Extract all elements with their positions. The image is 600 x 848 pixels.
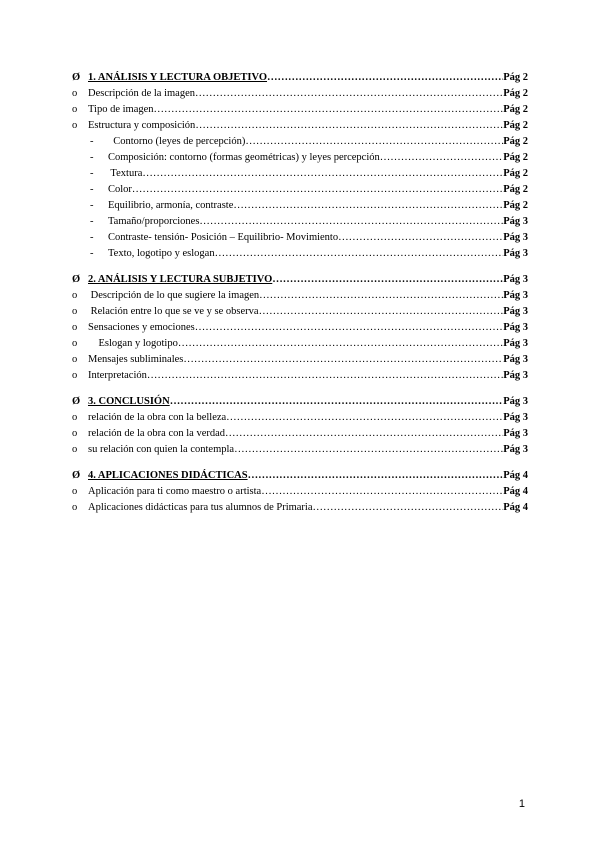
toc-subitem[interactable]	[72, 166, 528, 182]
item-page: Pág 4	[503, 502, 528, 513]
toc-subitem[interactable]	[72, 150, 528, 166]
item-page: Pág 3	[503, 338, 528, 349]
item-bullet: o	[72, 104, 78, 115]
dot-leader	[234, 442, 503, 458]
item-page: Pág 3	[503, 248, 528, 259]
section-heading[interactable]	[72, 70, 528, 86]
item-bullet: o	[72, 322, 78, 333]
item-label: Eslogan y logotipo	[88, 338, 178, 349]
item-bullet: o	[72, 306, 78, 317]
toc-subitem[interactable]	[72, 246, 528, 262]
page-number: 1	[518, 798, 525, 810]
item-bullet: o	[72, 486, 78, 497]
item-page: Pág 2	[503, 184, 528, 195]
dot-leader	[199, 214, 503, 230]
item-label: Aplicación para ti como maestro o artista	[88, 486, 262, 497]
toc-subitem[interactable]	[72, 134, 528, 150]
section-heading[interactable]	[72, 468, 528, 484]
item-bullet: o	[72, 502, 78, 513]
item-label: Contraste- tensión- Posición – Equilibrio- Movimiento	[108, 232, 339, 243]
dot-leader	[259, 304, 504, 320]
dot-leader	[195, 320, 503, 336]
dot-leader	[338, 230, 503, 246]
dot-leader	[380, 150, 503, 166]
item-bullet: o	[72, 88, 78, 99]
item-bullet: -	[90, 200, 94, 211]
section-title: 1. ANÁLISIS Y LECTURA OBJETIVO	[88, 72, 268, 83]
item-bullet: o	[72, 428, 78, 439]
item-label: Tamaño/proporciones	[108, 216, 200, 227]
table-of-contents	[72, 70, 528, 516]
toc-item[interactable]	[72, 368, 528, 384]
item-label: relación de la obra con la verdad	[88, 428, 226, 439]
item-label: Aplicaciones didácticas para tus alumnos de Primaria	[88, 502, 313, 513]
section-gap	[72, 262, 528, 272]
dot-leader	[154, 102, 504, 118]
section-gap	[72, 384, 528, 394]
item-bullet: o	[72, 370, 78, 381]
dot-leader	[272, 272, 503, 288]
item-label: su relación con quien la contempla	[88, 444, 235, 455]
item-page: Pág 2	[503, 200, 528, 211]
dot-leader	[226, 410, 503, 426]
dot-leader	[195, 118, 503, 134]
item-bullet: -	[90, 216, 94, 227]
toc-subitem[interactable]	[72, 214, 528, 230]
item-label: Equilibrio, armonía, contraste	[108, 200, 234, 211]
dot-leader	[245, 134, 503, 150]
toc-item[interactable]	[72, 288, 528, 304]
item-page: Pág 2	[503, 88, 528, 99]
section-title: 3. CONCLUSIÓN	[88, 396, 170, 407]
item-page: Pág 4	[503, 486, 528, 497]
dot-leader	[259, 288, 503, 304]
item-bullet: -	[90, 248, 94, 259]
dot-leader	[248, 468, 504, 484]
section-bullet: Ø	[72, 470, 81, 481]
item-bullet: -	[90, 168, 94, 179]
section-title: 4. APLICACIONES DIDÁCTICAS	[88, 470, 248, 481]
item-page: Pág 3	[503, 412, 528, 423]
section-bullet: Ø	[72, 396, 81, 407]
item-bullet: -	[90, 232, 94, 243]
item-label: Interpretación	[88, 370, 147, 381]
item-bullet: o	[72, 290, 78, 301]
section-heading[interactable]	[72, 272, 528, 288]
item-bullet: o	[72, 354, 78, 365]
dot-leader	[233, 198, 503, 214]
item-bullet: o	[72, 412, 78, 423]
section-page: Pág 3	[503, 274, 528, 285]
item-page: Pág 2	[503, 120, 528, 131]
item-label: Estructura y composición	[88, 120, 196, 131]
dot-leader	[267, 70, 503, 86]
item-label: Descripción de la imagen	[88, 88, 195, 99]
item-page: Pág 3	[503, 322, 528, 333]
dot-leader	[195, 86, 503, 102]
item-page: Pág 3	[503, 290, 528, 301]
toc-item[interactable]	[72, 426, 528, 442]
item-label: relación de la obra con la belleza	[88, 412, 227, 423]
item-page: Pág 3	[503, 428, 528, 439]
toc-item[interactable]	[72, 484, 528, 500]
toc-subitem[interactable]	[72, 198, 528, 214]
section-page: Pág 2	[503, 72, 528, 83]
toc-item[interactable]	[72, 102, 528, 118]
item-bullet: o	[72, 338, 78, 349]
dot-leader	[261, 484, 503, 500]
item-label: Mensajes subliminales	[88, 354, 184, 365]
item-page: Pág 3	[503, 232, 528, 243]
dot-leader	[147, 368, 503, 384]
dot-leader	[170, 394, 504, 410]
section-bullet: Ø	[72, 274, 81, 285]
item-page: Pág 2	[503, 152, 528, 163]
toc-item[interactable]	[72, 442, 528, 458]
item-label: Relación entre lo que se ve y se observa	[88, 306, 259, 317]
dot-leader	[178, 336, 503, 352]
dot-leader	[313, 500, 504, 516]
item-bullet: o	[72, 120, 78, 131]
item-bullet: -	[90, 152, 94, 163]
item-page: Pág 3	[503, 370, 528, 381]
item-label: Sensaciones y emociones	[88, 322, 195, 333]
section-page: Pág 3	[503, 396, 528, 407]
item-page: Pág 3	[503, 216, 528, 227]
toc-item[interactable]	[72, 352, 528, 368]
section-gap	[72, 458, 528, 468]
dot-leader	[225, 426, 503, 442]
item-page: Pág 3	[503, 354, 528, 365]
item-bullet: -	[90, 184, 94, 195]
item-label: Textura	[108, 168, 143, 179]
toc-item[interactable]	[72, 320, 528, 336]
dot-leader	[142, 166, 503, 182]
section-bullet: Ø	[72, 72, 81, 83]
item-label: Tipo de imagen	[88, 104, 154, 115]
item-page: Pág 2	[503, 136, 528, 147]
item-label: Composición: contorno (formas geométricas) y leyes percepción	[108, 152, 380, 163]
item-page: Pág 3	[503, 444, 528, 455]
toc-subitem[interactable]	[72, 182, 528, 198]
dot-leader	[183, 352, 503, 368]
item-page: Pág 2	[503, 104, 528, 115]
toc-item[interactable]	[72, 118, 528, 134]
toc-item[interactable]	[72, 500, 528, 516]
item-page: Pág 3	[503, 306, 528, 317]
item-bullet: -	[90, 136, 94, 147]
toc-item[interactable]	[72, 410, 528, 426]
item-page: Pág 2	[503, 168, 528, 179]
item-label: Texto, logotipo y eslogan	[108, 248, 215, 259]
section-page: Pág 4	[503, 470, 528, 481]
item-label: Color	[108, 184, 132, 195]
item-label: Descripción de lo que sugiere la imagen	[88, 290, 260, 301]
section-heading[interactable]	[72, 394, 528, 410]
section-title: 2. ANÁLISIS Y LECTURA SUBJETIVO	[88, 274, 273, 285]
item-label: Contorno (leyes de percepción)	[108, 136, 246, 147]
toc-item[interactable]	[72, 86, 528, 102]
dot-leader	[215, 246, 504, 262]
toc-item[interactable]	[72, 336, 528, 352]
toc-subitem[interactable]	[72, 230, 528, 246]
item-bullet: o	[72, 444, 78, 455]
toc-item[interactable]	[72, 304, 528, 320]
dot-leader	[132, 182, 503, 198]
